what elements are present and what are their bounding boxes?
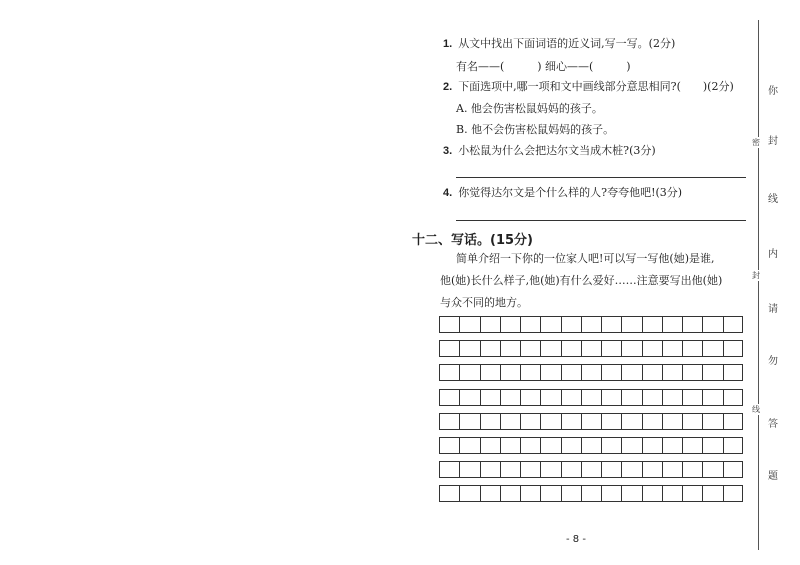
side-char: 答 [768,419,778,430]
grid-cell-divider [540,365,541,380]
grid-cell-divider [480,365,481,380]
grid-cell-divider [642,365,643,380]
grid-cell-divider [642,486,643,501]
side-char: 勿 [768,356,778,367]
grid-cell-divider [500,390,501,405]
grid-row[interactable] [439,485,743,502]
grid-cell-divider [662,341,663,356]
question-4 [443,186,682,200]
question-4-answer-line[interactable] [456,220,746,221]
grid-cell-divider [662,365,663,380]
grid-cell-divider [682,414,683,429]
grid-cell-divider [662,414,663,429]
grid-cell-divider [459,390,460,405]
grid-cell-divider [662,317,663,332]
grid-cell-divider [601,317,602,332]
grid-cell-divider [621,317,622,332]
question-2-option-b[interactable]: B. 他不会伤害松鼠妈妈的孩子。 [456,123,615,136]
grid-cell-divider [662,390,663,405]
grid-cell-divider [621,365,622,380]
grid-cell-divider [540,341,541,356]
grid-cell-divider [540,462,541,477]
grid-cell-divider [601,486,602,501]
grid-cell-divider [581,438,582,453]
grid-cell-divider [500,414,501,429]
question-2-option-a[interactable]: A. 他会伤害松鼠妈妈的孩子。 [456,102,603,115]
binding-line [758,20,759,550]
grid-cell-divider [480,341,481,356]
grid-row[interactable] [439,340,743,357]
grid-cell-divider [500,438,501,453]
grid-cell-divider [459,486,460,501]
grid-cell-divider [621,438,622,453]
side-char: 线 [768,194,778,205]
grid-cell-divider [723,414,724,429]
grid-cell-divider [723,486,724,501]
side-mark: 密 [752,138,760,147]
grid-cell-divider [581,414,582,429]
grid-cell-divider [480,438,481,453]
grid-cell-divider [642,462,643,477]
grid-cell-divider [561,438,562,453]
grid-cell-divider [702,390,703,405]
question-1-blank-a[interactable]: 有名——( ) [456,60,542,73]
grid-cell-divider [581,341,582,356]
grid-cell-divider [601,462,602,477]
grid-cell-divider [561,317,562,332]
grid-cell-divider [561,390,562,405]
grid-cell-divider [723,365,724,380]
grid-cell-divider [480,317,481,332]
grid-cell-divider [642,317,643,332]
grid-cell-divider [540,390,541,405]
grid-cell-divider [682,317,683,332]
grid-cell-divider [702,414,703,429]
grid-cell-divider [662,486,663,501]
grid-cell-divider [682,390,683,405]
grid-row[interactable] [439,316,743,333]
grid-cell-divider [682,341,683,356]
grid-row[interactable] [439,364,743,381]
grid-cell-divider [682,462,683,477]
grid-cell-divider [621,390,622,405]
side-char: 封 [768,136,778,147]
side-char: 请 [768,304,778,315]
grid-cell-divider [581,365,582,380]
section-12-title: 十二、写话。(15分) [412,233,533,248]
grid-cell-divider [500,462,501,477]
question-3-text: 小松鼠为什么会把达尔文当成木桩?(3分) [458,144,656,157]
grid-cell-divider [520,341,521,356]
side-mark: 封 [752,271,760,280]
grid-cell-divider [621,486,622,501]
grid-cell-divider [601,438,602,453]
grid-cell-divider [480,390,481,405]
grid-cell-divider [581,462,582,477]
grid-cell-divider [642,390,643,405]
question-2 [443,80,734,94]
grid-cell-divider [500,365,501,380]
question-3-answer-line[interactable] [456,177,746,178]
section-12-prompt-line-2: 他(她)长什么样子,他(她)有什么爱好……注意要写出他(她) [440,274,723,287]
grid-cell-divider [561,365,562,380]
grid-cell-divider [702,462,703,477]
grid-cell-divider [621,414,622,429]
grid-cell-divider [682,365,683,380]
grid-cell-divider [581,486,582,501]
grid-cell-divider [601,414,602,429]
grid-cell-divider [500,486,501,501]
grid-cell-divider [480,462,481,477]
question-1 [443,37,675,51]
page-number: - 8 - [566,534,586,545]
side-char: 内 [768,249,778,260]
grid-cell-divider [500,341,501,356]
grid-cell-divider [702,365,703,380]
question-4-number: 4. [443,187,453,199]
grid-cell-divider [621,462,622,477]
side-char: 题 [768,471,778,482]
grid-cell-divider [561,462,562,477]
grid-cell-divider [662,438,663,453]
grid-cell-divider [642,438,643,453]
grid-cell-divider [520,438,521,453]
grid-cell-divider [702,317,703,332]
grid-cell-divider [520,462,521,477]
section-12-prompt-line-3: 与众不同的地方。 [440,296,528,309]
grid-cell-divider [459,341,460,356]
grid-cell-divider [642,341,643,356]
grid-cell-divider [540,317,541,332]
question-2-number: 2. [443,81,453,93]
grid-cell-divider [702,486,703,501]
grid-cell-divider [459,462,460,477]
grid-cell-divider [480,486,481,501]
grid-cell-divider [459,365,460,380]
grid-cell-divider [520,365,521,380]
grid-row[interactable] [439,389,743,406]
grid-cell-divider [601,390,602,405]
question-1-text: 从文中找出下面词语的近义词,写一写。(2分) [458,37,676,50]
grid-cell-divider [662,462,663,477]
grid-cell-divider [723,390,724,405]
grid-cell-divider [621,341,622,356]
grid-cell-divider [601,341,602,356]
question-3-number: 3. [443,145,453,157]
grid-row[interactable] [439,413,743,430]
grid-cell-divider [601,365,602,380]
grid-cell-divider [520,414,521,429]
grid-cell-divider [500,317,501,332]
section-12-prompt-line-1: 简单介绍一下你的一位家人吧!可以写一写他(她)是谁, [456,252,715,265]
grid-cell-divider [459,414,460,429]
question-2-text: 下面选项中,哪一项和文中画线部分意思相同?( )(2分) [458,80,734,93]
grid-cell-divider [581,390,582,405]
grid-cell-divider [540,438,541,453]
grid-cell-divider [520,317,521,332]
grid-cell-divider [682,486,683,501]
side-char: 你 [768,86,778,97]
grid-cell-divider [561,414,562,429]
grid-cell-divider [642,414,643,429]
grid-cell-divider [723,341,724,356]
grid-cell-divider [459,317,460,332]
grid-cell-divider [682,438,683,453]
grid-cell-divider [723,438,724,453]
grid-cell-divider [702,341,703,356]
grid-cell-divider [723,462,724,477]
grid-cell-divider [520,486,521,501]
grid-cell-divider [520,390,521,405]
grid-row[interactable] [439,437,743,454]
grid-cell-divider [702,438,703,453]
grid-cell-divider [459,438,460,453]
grid-cell-divider [723,317,724,332]
grid-cell-divider [581,317,582,332]
grid-cell-divider [561,341,562,356]
grid-cell-divider [540,486,541,501]
grid-row[interactable] [439,461,743,478]
grid-cell-divider [540,414,541,429]
question-3 [443,144,656,158]
grid-cell-divider [480,414,481,429]
question-1-number: 1. [443,38,453,50]
question-4-text: 你觉得达尔文是个什么样的人?夸夸他吧!(3分) [458,186,683,199]
question-1-blank-b[interactable]: 细心——( ) [545,60,631,73]
grid-cell-divider [561,486,562,501]
side-mark: 线 [752,405,760,414]
